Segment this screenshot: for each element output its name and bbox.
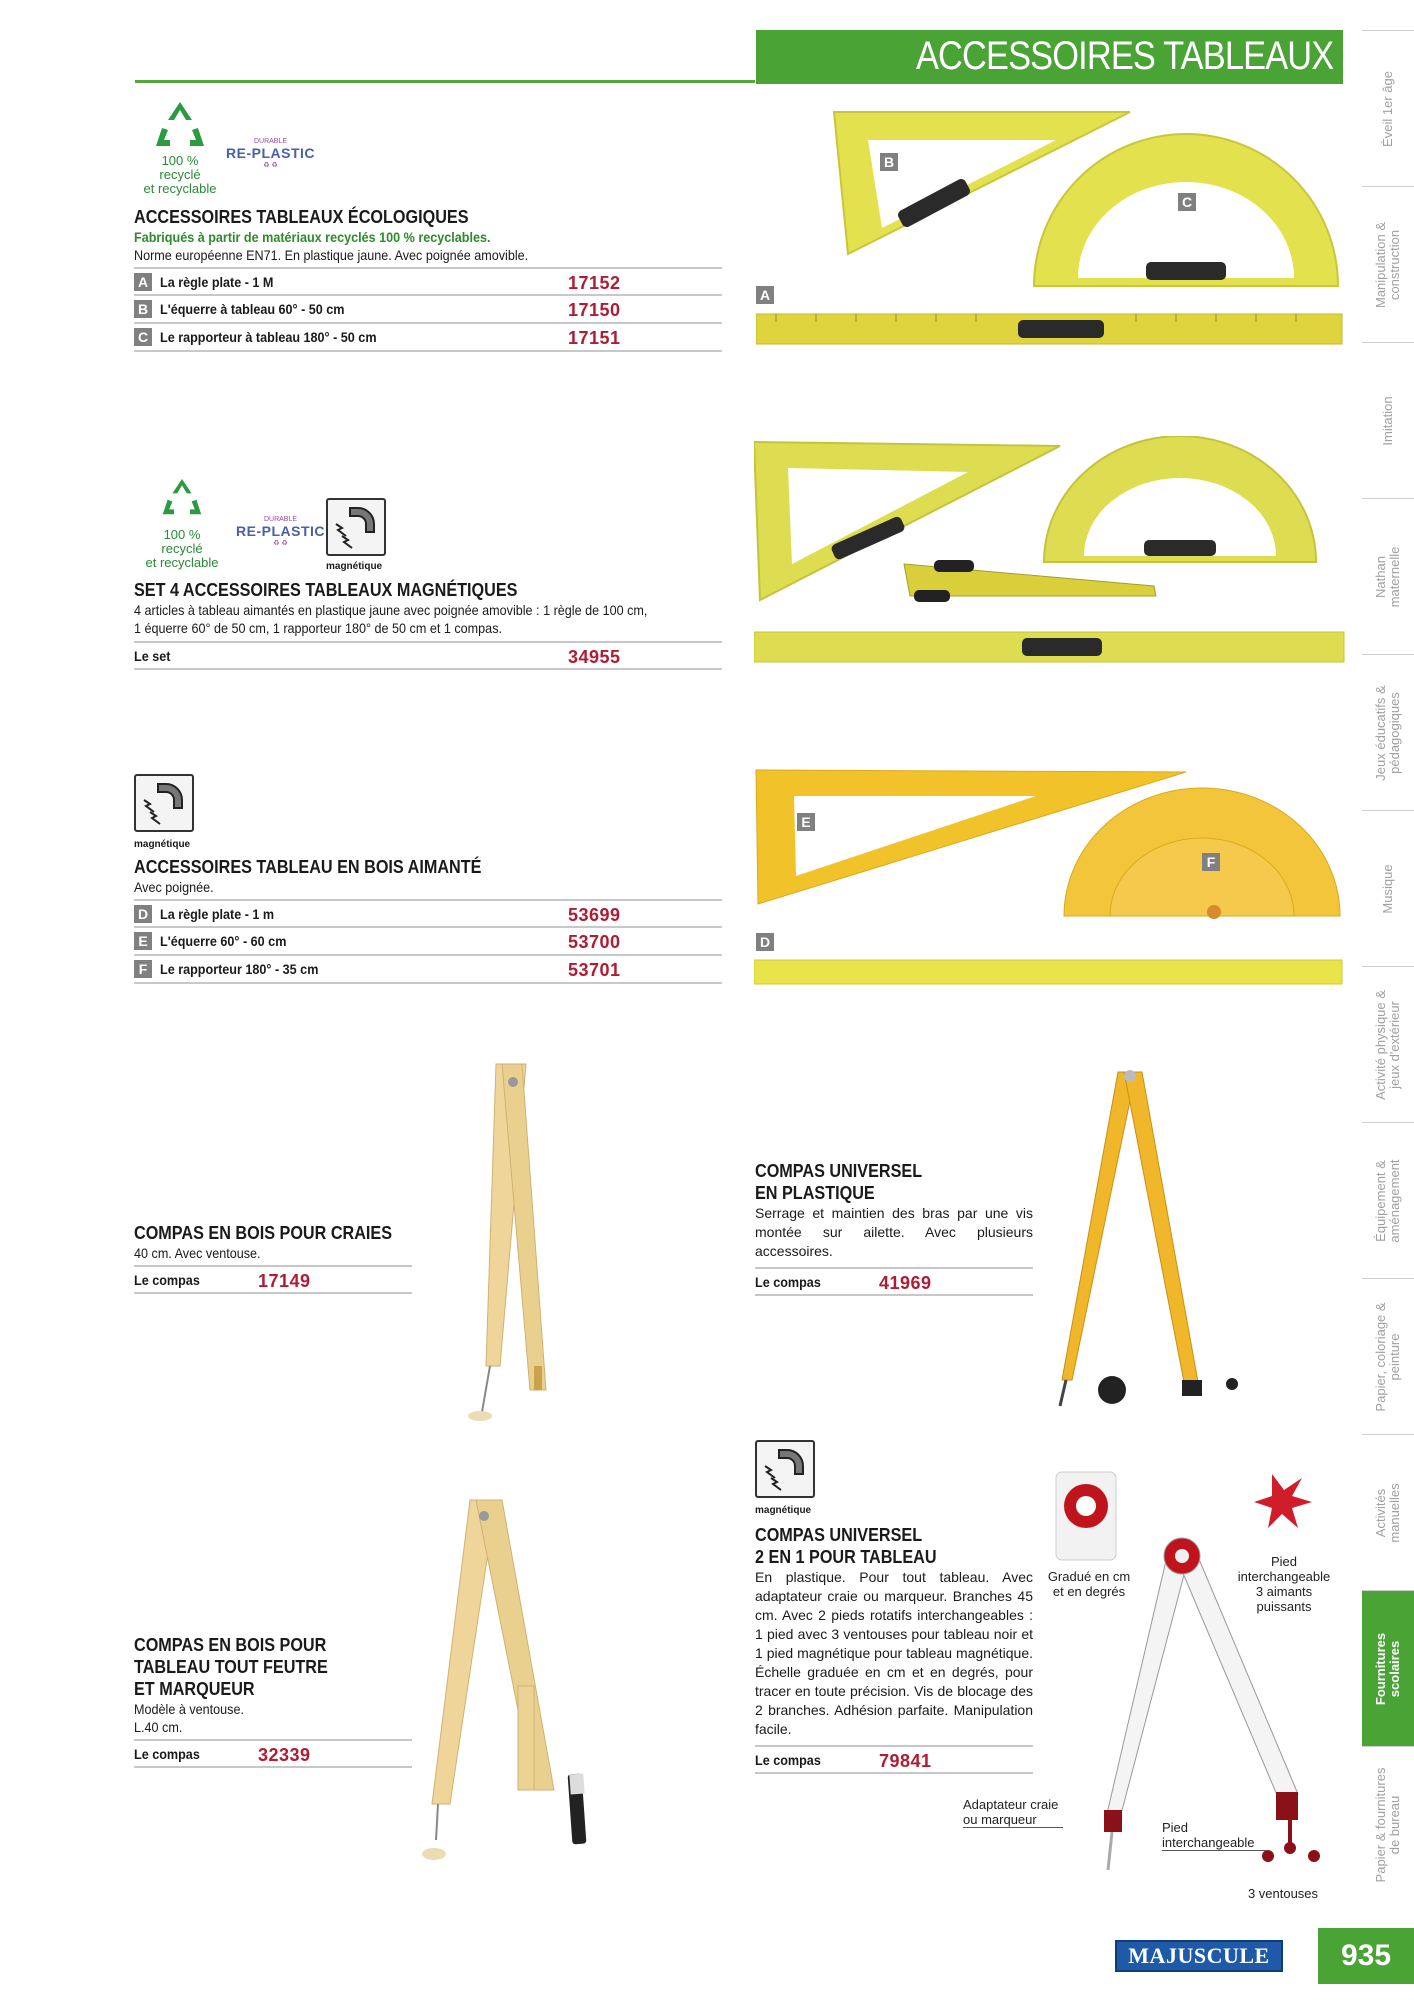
wood-desc: Avec poignée. — [134, 879, 214, 895]
compas-universel-section — [755, 1160, 1033, 1296]
recycle-label: 100 % recyclé et recyclable — [143, 153, 217, 196]
compas-universel-table — [755, 1267, 1033, 1296]
compas-2en1-desc: En plastique. Pour tout tableau. Avec adaptateur craie ou marqueur. Branches 45 cm. Avec 2 pieds rotatifs interchangeables : 1 pied avec 3 ventouses pour tableau noir et 1 pied magnétique pour tableau magnétique. Échelle graduée en cm et en degrés, pour tracer en toute précision. Vis de blocage des 2 branches. Adhésion parfaite. Manipulation facile. — [755, 1569, 1033, 1737]
recycle-icon — [150, 470, 214, 528]
recycle-label: 100 % recyclé et recyclable — [145, 527, 219, 570]
item-letter: A — [134, 273, 152, 291]
item-ref: 79841 — [879, 1751, 932, 1771]
image-letter-a: A — [756, 286, 774, 304]
wood-leg — [476, 1500, 554, 1790]
item-ref: 17149 — [258, 1271, 311, 1291]
item-letter: E — [134, 932, 152, 950]
header-rule — [135, 80, 755, 83]
recycle-badge — [140, 98, 220, 161]
handle — [1018, 320, 1104, 338]
handle — [1144, 540, 1216, 556]
header-banner — [756, 30, 1343, 84]
compas-feutre-title: TABLEAU TOUT FEUTRE — [134, 1657, 328, 1677]
tab-papier-coloriage[interactable]: Papier, coloriage & peinture — [1362, 1278, 1414, 1434]
compas-bois-table — [134, 1265, 412, 1294]
item-label: Le compas — [134, 1271, 200, 1288]
compas-bois-image — [456, 1060, 566, 1426]
table-row — [134, 1266, 412, 1294]
tab-musique[interactable]: Musique — [1362, 810, 1414, 966]
callout-line — [963, 1827, 1063, 1828]
tab-nathan[interactable]: Nathan maternelle — [1362, 498, 1414, 654]
compas-universel-title: EN PLASTIQUE — [755, 1183, 875, 1203]
image-letter-e: E — [797, 813, 815, 831]
image-letter-c: C — [1178, 193, 1196, 211]
recycle-badge — [150, 470, 214, 533]
compas-bois-section — [134, 1222, 412, 1294]
item-label: L'équerre 60° - 60 cm — [160, 933, 287, 949]
table-row — [134, 296, 722, 324]
table-row — [134, 324, 722, 352]
magnet-icon — [328, 500, 384, 554]
eco-accessories-image — [756, 106, 1346, 356]
suction-cup — [1098, 1376, 1126, 1404]
item-letter: C — [134, 328, 152, 346]
tab-manipulation[interactable]: Manipulation & construction — [1362, 186, 1414, 342]
replastic-logo: DURABLE RE-PLASTIC ♻ ♻ — [236, 516, 325, 547]
compas-2en1-title: 2 EN 1 POUR TABLEAU — [755, 1547, 937, 1567]
compas-feutre-title: ET MARQUEUR — [134, 1679, 255, 1699]
callout-line — [1162, 1850, 1266, 1851]
tab-fournitures-scolaires[interactable]: Fournitures scolaires — [1362, 1590, 1414, 1746]
compas-feutre-section — [134, 1634, 412, 1768]
tab-activites-manuelles[interactable]: Activités manuelles — [1362, 1434, 1414, 1590]
magnetic-set-desc: 1 équerre 60° de 50 cm, 1 rapporteur 180° de 50 cm et 1 compas. — [134, 620, 503, 636]
pivot-icon — [508, 1077, 518, 1087]
item-label: Le rapporteur à tableau 180° - 50 cm — [160, 329, 377, 345]
item-ref: 41969 — [879, 1273, 932, 1293]
table-row — [134, 900, 722, 928]
recycle-icon — [140, 98, 220, 156]
magnetic-set-image — [754, 436, 1346, 672]
magnetic-set-title: SET 4 ACCESSOIRES TABLEAUX MAGNÉTIQUES — [134, 580, 518, 600]
magnet-icon — [136, 776, 192, 830]
compas-feutre-table — [134, 1739, 412, 1768]
wood-accessories-image — [754, 766, 1346, 988]
tab-imitation[interactable]: Imitation — [1362, 342, 1414, 498]
wood-section — [134, 856, 724, 984]
compas-2en1-title: COMPAS UNIVERSEL — [755, 1525, 923, 1545]
item-ref: 34955 — [568, 647, 621, 667]
handle — [1146, 262, 1226, 280]
eco-table — [134, 267, 722, 352]
wood-ruler-d — [754, 960, 1342, 984]
item-letter: D — [134, 905, 152, 923]
callout-adaptateur: Adaptateur craie ou marqueur — [963, 1797, 1059, 1827]
item-label: Le compas — [755, 1273, 821, 1290]
compass-handle — [914, 590, 950, 602]
callout-pied-aimants: Pied interchangeable 3 aimants puissants — [1237, 1554, 1331, 1614]
compas-universel-desc: Serrage et maintien des bras par une vis montée sur ailette. Avec plusieurs accessoires. — [755, 1205, 1033, 1259]
item-label: Le rapporteur 180° - 35 cm — [160, 961, 319, 977]
handle — [1022, 638, 1102, 656]
plastic-leg — [1124, 1072, 1198, 1382]
tab-activite[interactable]: Activité physique & jeux d'extérieur — [1362, 966, 1414, 1122]
tab-jeux[interactable]: Jeux éducatifs & pédagogiques — [1362, 654, 1414, 810]
item-ref: 53700 — [568, 932, 621, 952]
page-number: 935 — [1318, 1928, 1414, 1984]
magnetic-set-table — [134, 641, 722, 670]
compas-feutre-desc: L.40 cm. — [134, 1719, 183, 1735]
compas-2en1-section — [755, 1524, 1033, 1774]
item-letter: F — [134, 960, 152, 978]
item-ref: 53701 — [568, 960, 621, 980]
compas-universel-image — [1046, 1060, 1246, 1416]
eco-section — [134, 206, 724, 352]
callout-pied: Pied interchangeable — [1162, 1820, 1255, 1850]
compass-handle — [934, 560, 974, 572]
item-ref: 53699 — [568, 905, 621, 925]
pivot-icon — [1124, 1070, 1136, 1082]
magnet-label: magnétique — [134, 839, 191, 850]
magnetic-set-section — [134, 579, 724, 670]
pivot-icon — [479, 1511, 489, 1521]
eco-subtitle: Fabriqués à partir de matériaux recyclés 100 % recyclables. — [134, 229, 491, 245]
item-label: Le set — [134, 647, 171, 664]
table-row — [134, 956, 722, 984]
item-label: La règle plate - 1 m — [160, 905, 275, 922]
replastic-logo: DURABLE RE-PLASTIC ♻ ♻ — [226, 138, 315, 169]
image-letter-d: D — [756, 933, 774, 951]
compas-2en1-image — [1040, 1462, 1340, 1882]
table-row — [134, 642, 722, 670]
tab-equipement[interactable]: Équipement & aménagement — [1362, 1122, 1414, 1278]
compas-bois-title: COMPAS EN BOIS POUR CRAIES — [134, 1223, 393, 1243]
item-label: Le compas — [755, 1751, 821, 1768]
item-ref: 17152 — [568, 273, 621, 293]
plastic-leg — [1062, 1072, 1136, 1380]
wood-title: ACCESSOIRES TABLEAU EN BOIS AIMANTÉ — [134, 857, 482, 877]
callout-ventouses: 3 ventouses — [1247, 1886, 1319, 1901]
compas-feutre-title: COMPAS EN BOIS POUR — [134, 1635, 327, 1655]
table-row — [134, 1740, 412, 1768]
side-tab-nav — [1362, 30, 1414, 1902]
magnet-label: magnétique — [755, 1505, 812, 1516]
image-letter-b: B — [880, 153, 898, 171]
compas-universel-title: COMPAS UNIVERSEL — [755, 1161, 923, 1181]
magnet-badge — [134, 774, 194, 832]
magnet-icon — [757, 1442, 813, 1496]
tab-eveil[interactable]: Éveil 1er âge — [1362, 30, 1414, 186]
eco-desc: Norme européenne EN71. En plastique jaune. Avec poignée amovible. — [134, 247, 529, 263]
wood-table — [134, 899, 722, 984]
item-letter: B — [134, 300, 152, 318]
item-ref: 17151 — [568, 328, 621, 348]
table-row — [134, 268, 722, 296]
brand-logo: MAJUSCULE — [1115, 1940, 1283, 1972]
page-title: ACCESSOIRES TABLEAUX — [915, 34, 1333, 78]
table-row — [134, 928, 722, 956]
callout-gradue: Gradué en cm et en degrés — [1047, 1569, 1131, 1599]
item-label: L'équerre à tableau 60° - 50 cm — [160, 301, 345, 317]
magnet-badge — [755, 1440, 815, 1498]
tab-papier-bureau[interactable]: Papier & fournitures de bureau — [1362, 1746, 1414, 1902]
compas-2en1-table — [755, 1745, 1033, 1774]
compas-feutre-desc: Modèle à ventouse. — [134, 1701, 244, 1717]
eco-title: ACCESSOIRES TABLEAUX ÉCOLOGIQUES — [134, 207, 469, 227]
item-ref: 17150 — [568, 300, 621, 320]
item-label: Le compas — [134, 1745, 200, 1762]
suction-cup — [468, 1411, 492, 1421]
compas-feutre-image — [414, 1490, 604, 1870]
magnet-label: magnétique — [326, 561, 383, 572]
adapter — [1104, 1810, 1122, 1832]
magnet-foot — [1254, 1474, 1312, 1528]
image-letter-f: F — [1202, 853, 1220, 871]
magnet-badge — [326, 498, 386, 556]
suction-cup — [422, 1848, 446, 1860]
item-label: La règle plate - 1 M — [160, 273, 274, 290]
handle — [1207, 905, 1221, 919]
table-row — [755, 1268, 1033, 1296]
table-row — [755, 1746, 1033, 1774]
compas-bois-desc: 40 cm. Avec ventouse. — [134, 1245, 261, 1261]
magnetic-set-desc: 4 articles à tableau aimantés en plastique jaune avec poignée amovible : 1 règle de 100 cm, — [134, 602, 648, 618]
item-ref: 32339 — [258, 1745, 311, 1765]
